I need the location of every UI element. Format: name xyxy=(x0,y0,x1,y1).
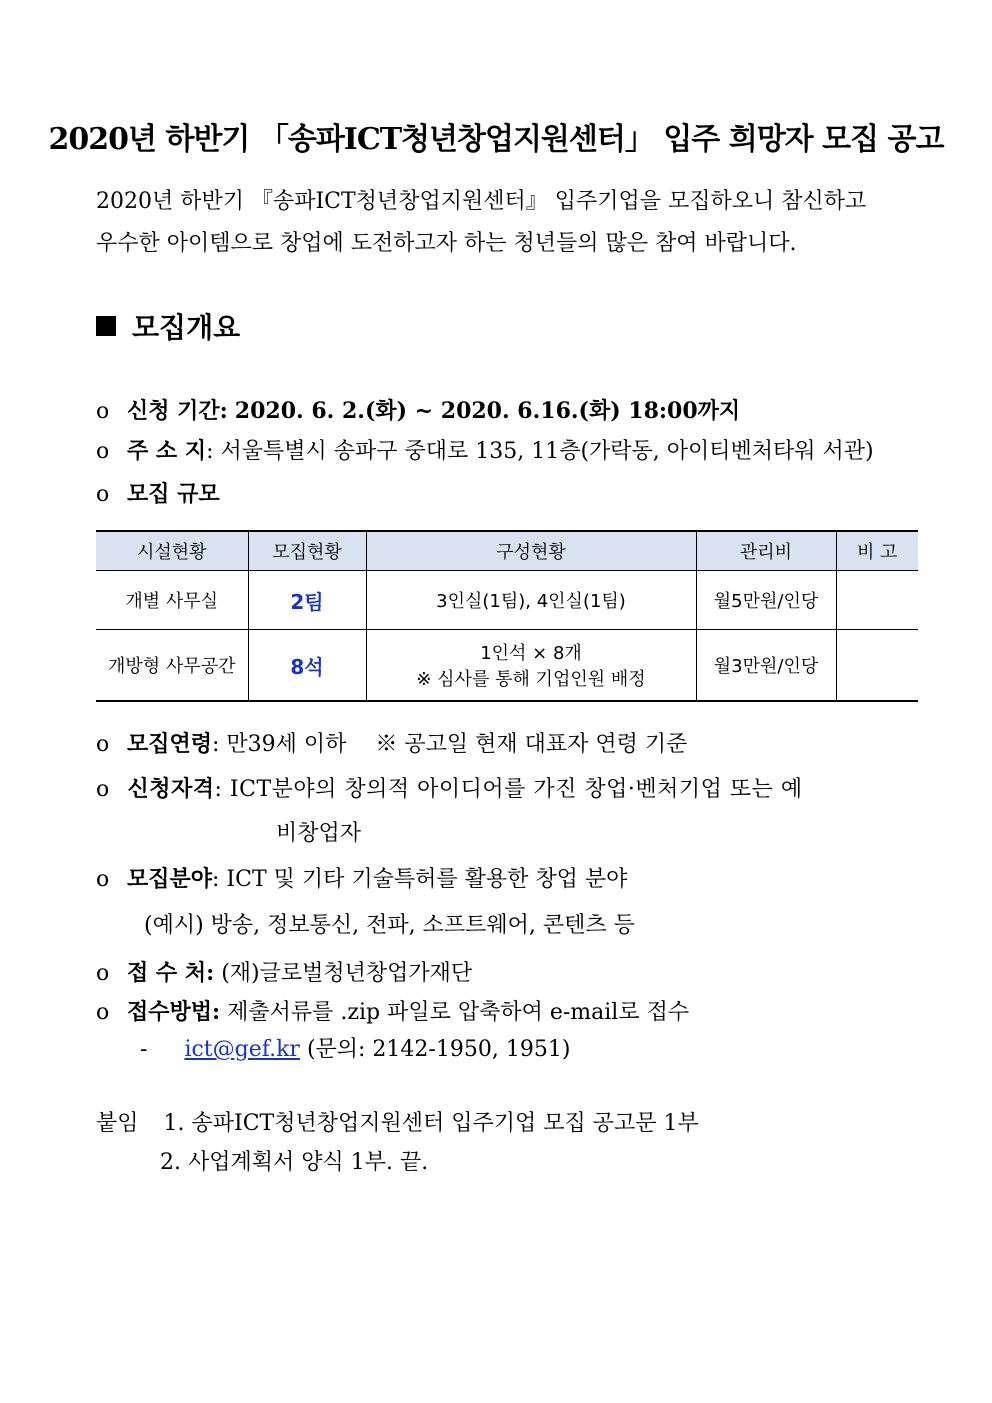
cell-note xyxy=(836,571,918,630)
table-row xyxy=(96,571,918,630)
header-count: 모집현황 xyxy=(248,531,366,571)
document-title: 2020년 하반기 「송파ICT청년창업지원센터」 입주 희망자 모집 공고 xyxy=(48,122,944,157)
qualification-value: : ICT분야의 창의적 아이디어를 가진 창업·벤처기업 또는 예 xyxy=(214,777,803,802)
office-line xyxy=(96,956,472,987)
attachment-item-2: 2. 사업계획서 양식 1부. 끝. xyxy=(160,1150,429,1175)
bullet: o xyxy=(96,867,110,892)
header-facility: 시설현황 xyxy=(96,531,248,571)
bullet: o xyxy=(96,482,110,507)
address-line xyxy=(96,434,874,465)
age-note: ※ 공고일 현재 대표자 연령 기준 xyxy=(375,732,688,757)
bullet: o xyxy=(96,961,110,986)
header-note: 비 고 xyxy=(836,531,918,571)
bullet: o xyxy=(96,777,110,802)
period-line xyxy=(96,394,740,425)
cell-composition-line1: 1인석 × 8개 xyxy=(480,643,582,664)
scale-line xyxy=(96,477,220,508)
field-line xyxy=(96,862,627,893)
recruitment-table xyxy=(96,530,918,702)
table-header-row xyxy=(96,531,918,571)
intro-line-1: 2020년 하반기 『송파ICT청년창업지원센터』 입주기업을 모집하오니 참신하고 xyxy=(96,189,867,214)
bullet: o xyxy=(96,439,110,464)
qualification-label: 신청자격 xyxy=(127,776,215,802)
cell-composition: 3인실(1팀), 4인실(1팀) xyxy=(366,571,696,630)
intro-line-2: 우수한 아이템으로 창업에 도전하고자 하는 청년들의 많은 참여 바랍니다. xyxy=(96,231,797,256)
attachment-label: 붙임 xyxy=(96,1111,139,1136)
office-value: (재)글로벌청년창업가재단 xyxy=(221,961,473,986)
table-row xyxy=(96,630,918,702)
field-example: (예시) 방송, 정보통신, 전파, 소프트웨어, 콘텐츠 등 xyxy=(144,913,635,938)
bullet: o xyxy=(96,732,110,757)
period-value: 2020. 6. 2.(화) ~ 2020. 6.16.(화) 18:00까지 xyxy=(234,398,741,424)
section-heading xyxy=(96,306,240,346)
bullet: o xyxy=(96,399,110,424)
age-label: 모집연령 xyxy=(127,731,213,757)
qualification-line xyxy=(96,772,803,803)
cell-count: 8석 xyxy=(248,630,366,702)
method-contact-line xyxy=(140,1032,570,1063)
age-line xyxy=(96,727,687,758)
attachment-item-1: 1. 송파ICT청년창업지원센터 입주기업 모집 공고문 1부 xyxy=(163,1111,699,1136)
cell-facility: 개별 사무실 xyxy=(96,571,248,630)
method-label: 접수방법: xyxy=(127,999,221,1025)
field-value: : ICT 및 기타 기술특허를 활용한 창업 분야 xyxy=(212,867,628,892)
email-link[interactable]: ict@gef.kr xyxy=(184,1037,300,1062)
cell-note xyxy=(836,630,918,702)
header-fee: 관리비 xyxy=(696,531,836,571)
section-title: 모집개요 xyxy=(132,311,241,344)
cell-count: 2팀 xyxy=(248,571,366,630)
method-line xyxy=(96,995,689,1026)
address-value: : 서울특별시 송파구 중대로 135, 11층(가락동, 아이티벤처타워 서관) xyxy=(206,439,874,464)
contact-info: (문의: 2142-1950, 1951) xyxy=(306,1037,571,1062)
method-value: 제출서류를 .zip 파일로 압축하여 e-mail로 접수 xyxy=(227,1000,690,1025)
address-label: 주 소 지 xyxy=(127,438,207,464)
cell-composition xyxy=(366,630,696,702)
office-label: 접 수 처: xyxy=(127,960,215,986)
age-value: : 만39세 이하 xyxy=(212,732,347,757)
cell-composition-line2: ※ 심사를 통해 기업인원 배정 xyxy=(416,669,646,690)
cell-fee: 월5만원/인당 xyxy=(696,571,836,630)
dash: - xyxy=(140,1037,148,1062)
bullet: o xyxy=(96,1000,110,1025)
attachment-line-1 xyxy=(96,1106,699,1137)
header-composition: 구성현황 xyxy=(366,531,696,571)
cell-fee: 월3만원/인당 xyxy=(696,630,836,702)
field-label: 모집분야 xyxy=(127,866,213,892)
qualification-line-2: 비창업자 xyxy=(276,821,362,846)
cell-facility: 개방형 사무공간 xyxy=(96,630,248,702)
scale-label: 모집 규모 xyxy=(127,481,220,507)
square-bullet-icon xyxy=(96,316,116,336)
period-label: 신청 기간: xyxy=(127,398,228,424)
